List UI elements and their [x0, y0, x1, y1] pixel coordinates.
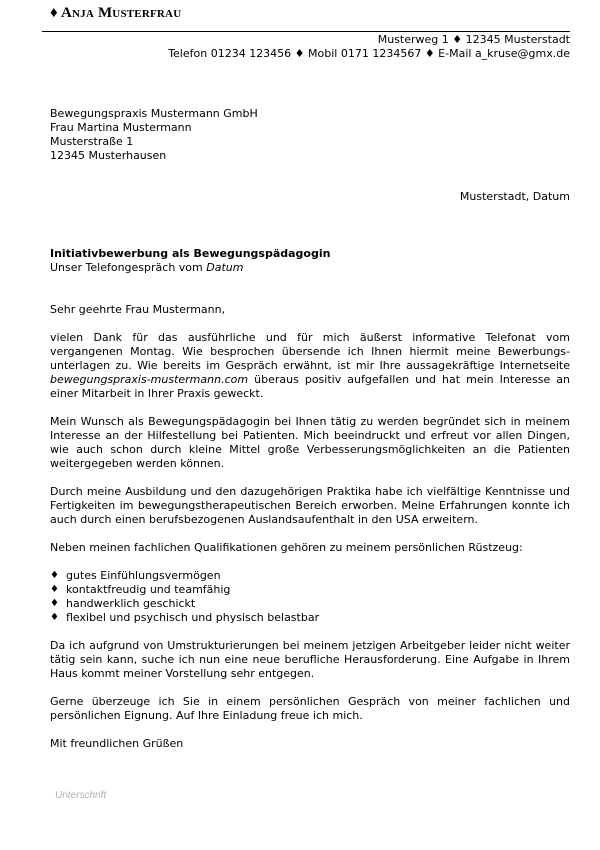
sender-contact	[168, 33, 570, 61]
diamond-bullet-icon: ♦	[50, 598, 59, 609]
sender-phone-email: Telefon 01234 123456 ♦ Mobil 0171 1234567 ♦ E-Mail a_kruse@gmx.de	[168, 47, 570, 60]
paragraph-intro	[50, 331, 570, 401]
list-item	[50, 597, 570, 611]
skill-text: gutes Einfühlungsvermögen	[66, 569, 221, 582]
list-item	[50, 569, 570, 583]
skill-text: kontaktfreudig und teamfähig	[66, 583, 231, 596]
subject-reference	[50, 261, 330, 275]
recipient-address	[50, 107, 258, 163]
skills-list	[50, 569, 570, 625]
list-item	[50, 611, 570, 625]
recipient-street: Musterstraße 1	[50, 135, 134, 148]
salutation: Sehr geehrte Frau Mustermann,	[50, 303, 226, 316]
website-reference: bewegungspraxis-mustermann.com	[50, 373, 249, 386]
paragraph-qualification: Durch meine Ausbildung und den dazugehörigen Praktika habe ich vielfältige Kenntnisse und Fertigkeiten im bewegungstherapeutischen Bereich erworben. Meine Erfahrungen konnte ich auch durch einen berufsbezogenen Auslandsaufenthalt in den USA erweitern.	[50, 485, 570, 526]
diamond-bullet-icon: ♦	[50, 570, 59, 581]
closing-phrase: Mit freundlichen Grüßen	[50, 737, 184, 750]
recipient-person: Frau Martina Mustermann	[50, 121, 192, 134]
letter-body	[50, 303, 570, 765]
recipient-city: 12345 Musterhausen	[50, 149, 167, 162]
header-divider	[42, 31, 570, 32]
skill-text: handwerklich geschickt	[66, 597, 196, 610]
diamond-bullet-icon: ♦	[50, 612, 59, 623]
paragraph-intro-part1: vielen Dank für das ausführliche und für mich äußerst informative Telefonat vom vergangenen Montag. Wie besprochen übersende ich Ihnen hiermit meine Bewerbungs-unterlagen zu. Wie bereits im Gespräch erwähnt, ist mir Ihre aussagekräftige Internetseite	[50, 331, 570, 372]
subject-block	[50, 247, 330, 275]
place-date: Musterstadt, Datum	[459, 190, 570, 203]
paragraph-invitation: Gerne überzeuge ich Sie in einem persönlichen Gespräch von meiner fachlichen und persönlichen Eignung. Auf Ihre Einladung freue ich mich.	[50, 695, 570, 722]
sender-address: Musterweg 1 ♦ 12345 Musterstadt	[377, 33, 570, 46]
paragraph-skills-intro: Neben meinen fachlichen Qualifikationen gehören zu meinem persönlichen Rüstzeug:	[50, 541, 523, 554]
recipient-company: Bewegungspraxis Mustermann GmbH	[50, 107, 258, 120]
list-item	[50, 583, 570, 597]
skill-text: flexibel und psychisch und physisch belastbar	[66, 611, 320, 624]
subject-reference-prefix: Unser Telefongespräch vom	[50, 261, 207, 274]
paragraph-motivation: Mein Wunsch als Bewegungspädagogin bei Ihnen tätig zu werden begründet sich in meinem Interesse an der Hilfestellung bei Patienten. Mich beeindruckt und erfreut vor allen Dingen, wie auch schon durch kleine Mittel große Verbesserungsmöglichkeiten an die Patienten weitergegeben werden können.	[50, 415, 570, 470]
sender-name: ♦ Anja Musterfrau	[50, 5, 182, 21]
paragraph-intro-part2: überaus positiv aufgefallen und hat mein Interesse an einer Mitarbeit in Ihrer Praxis geweckt.	[50, 373, 570, 400]
paragraph-change: Da ich aufgrund von Umstrukturierungen bei meinem jetzigen Arbeitgeber leider nicht weiter tätig sein kann, suche ich nun eine neue berufliche Herausforderung. Eine Aufgabe in Ihrem Haus kommt meiner Vorstellung sehr entgegen.	[50, 639, 570, 680]
signature-placeholder: Unterschrift	[55, 790, 107, 801]
diamond-bullet-icon: ♦	[50, 584, 59, 595]
subject-title: Initiativbewerbung als Bewegungspädagogin	[50, 247, 331, 260]
subject-reference-date: Datum	[206, 261, 244, 274]
